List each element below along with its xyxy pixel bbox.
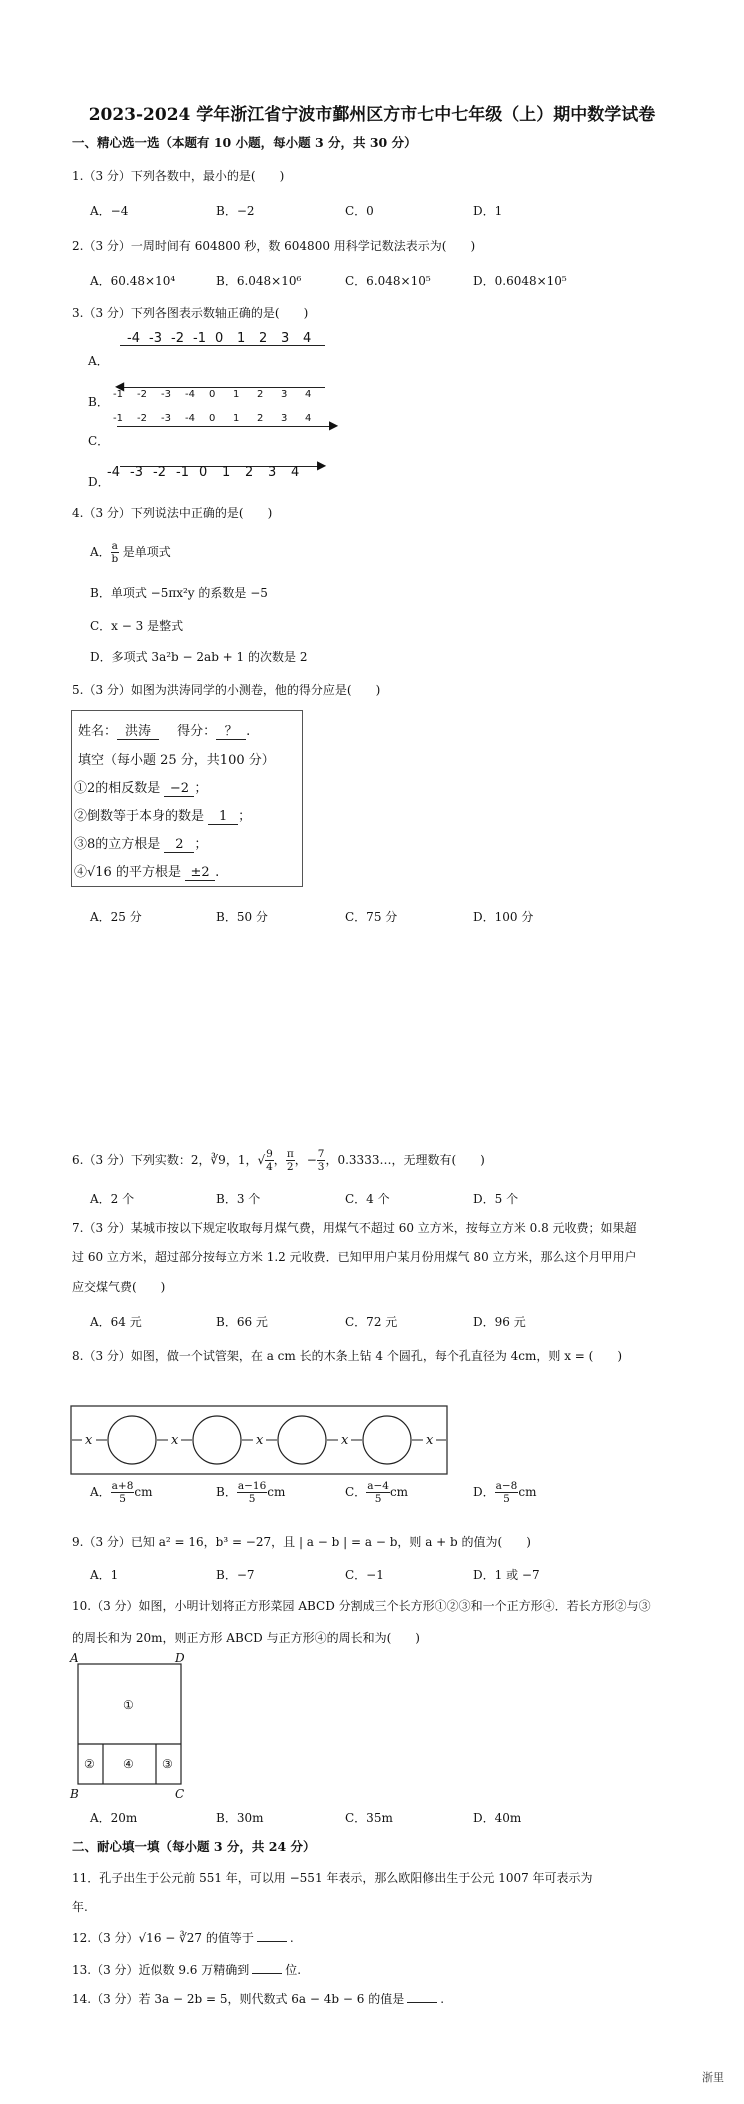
number-line-a[interactable] — [115, 331, 330, 365]
q8-option-d[interactable]: D． $\frac{a-8}{5}$ cm — [473, 1480, 537, 1506]
q7-option-c[interactable]: C．72 元 — [345, 1315, 398, 1329]
number-line-d[interactable] — [107, 456, 330, 486]
q10-line-1: 10.（3 分）如图，小明计划将正方形菜园 ABCD 分割成三个长方形①②③和一个正方形④．若长方形②与③ — [72, 1599, 651, 1613]
q2-stem: 2.（3 分）一周时间有 604800 秒，数 604800 用科学记数法表示为( ) — [72, 239, 476, 253]
tick-label: -2 — [171, 331, 184, 346]
tick-label: 4 — [291, 465, 300, 480]
q8-stem: 8.（3 分）如图，做一个试管架，在 a cm 长的木条上钻 4 个圆孔，每个孔直径为 4cm，则 x = ( ) — [72, 1349, 623, 1363]
q7-option-d[interactable]: D．96 元 — [473, 1315, 526, 1329]
footer-watermark: 浙里 — [702, 2071, 724, 2084]
gap-x-2: x — [171, 1433, 179, 1448]
quiz-card-name: 洪涛 — [117, 720, 159, 740]
q2-option-c[interactable]: C．6.048×10⁵ — [345, 274, 431, 288]
q10-option-a[interactable]: A．20m — [90, 1811, 138, 1825]
q5-option-d[interactable]: D．100 分 — [473, 910, 534, 924]
q5-option-c[interactable]: C．75 分 — [345, 910, 398, 924]
tick-label: -4 — [185, 413, 195, 424]
quiz-card-instructions: 填空（每小题 25 分，共100 分） — [78, 753, 275, 768]
page-title: 2023-2024 学年浙江省宁波市鄞州区方市七中七年级（上）期中数学试卷 — [88, 105, 656, 125]
tick-label: 1 — [222, 465, 231, 480]
q6-option-d[interactable]: D．5 个 — [473, 1192, 519, 1206]
q14-stem: 14.（3 分）若 3a − 2b = 5，则代数式 6a − 4b − 6 的值是 . — [72, 1992, 445, 2006]
tick-label: -3 — [130, 465, 143, 480]
tick-label: 3 — [281, 389, 288, 400]
q10-line-2: 的周长和为 20m，则正方形 ABCD 与正方形④的周长和为( ) — [72, 1631, 420, 1645]
hole-4 — [363, 1416, 411, 1464]
arrow-right-icon: ▶ — [317, 458, 327, 472]
q10-option-b[interactable]: B．30m — [216, 1811, 264, 1825]
q7-line-1: 7.（3 分）某城市按以下规定收取每月煤气费，用煤气不超过 60 立方米，按每立方米 0.8 元收费；如果超 — [72, 1221, 637, 1235]
region-1: ① — [123, 1698, 134, 1712]
q9-stem: 9.（3 分）已知 a² = 16，b³ = −27，且 | a − b | = a − b，则 a + b 的值为( ) — [72, 1535, 531, 1549]
tick-label: 2 — [257, 389, 264, 400]
number-line-c-axis — [117, 426, 332, 427]
quiz-card-item-4: ④√16 的平方根是 ±2 . — [74, 865, 220, 880]
q4-option-b[interactable]: B．单项式 −5πx²y 的系数是 −5 — [90, 586, 268, 600]
tick-label: 1 — [233, 413, 240, 424]
q6-option-a[interactable]: A．2 个 — [90, 1192, 135, 1206]
tick-label: 2 — [257, 413, 264, 424]
section-heading-1: 一、精心选一选（本题有 10 小题，每小题 3 分，共 30 分） — [72, 135, 417, 150]
region-3: ③ — [162, 1757, 173, 1771]
q9-option-a[interactable]: A．1 — [90, 1568, 119, 1582]
q14-answer-blank[interactable] — [407, 2002, 437, 2003]
tick-label: -2 — [137, 413, 147, 424]
q8-option-c[interactable]: C． $\frac{a-4}{5}$ cm — [345, 1480, 409, 1506]
tick-label: 0 — [209, 413, 216, 424]
q9-option-c[interactable]: C．−1 — [345, 1568, 384, 1582]
q4-stem: 4.（3 分）下列说法中正确的是( ) — [72, 506, 273, 520]
section-heading-2: 二、耐心填一填（每小题 3 分，共 24 分） — [72, 1839, 316, 1854]
tick-label: -3 — [149, 331, 162, 346]
q4-option-a-label: A． — [90, 545, 111, 560]
arrow-left-icon: ◀ — [115, 379, 125, 393]
q13-stem: 13.（3 分）近似数 9.6 万精确到 位. — [72, 1963, 302, 1977]
q11-line-1: 11．孔子出生于公元前 551 年，可以用 −551 年表示，那么欧阳修出生于公元 1007 年可表示为 — [72, 1871, 593, 1885]
q5-option-b[interactable]: B．50 分 — [216, 910, 268, 924]
arrow-right-icon: ▶ — [329, 418, 339, 432]
q12-stem: 12.（3 分）√16 − ∛27 的值等于 . — [72, 1931, 294, 1945]
q10-option-d[interactable]: D．40m — [473, 1811, 522, 1825]
gap-x-4: x — [341, 1433, 349, 1448]
region-4: ④ — [123, 1757, 134, 1771]
vertex-d: D — [175, 1652, 185, 1665]
hole-3 — [278, 1416, 326, 1464]
q4-option-d[interactable]: D．多项式 3a²b − 2ab + 1 的次数是 2 — [90, 650, 308, 664]
q1-option-a[interactable]: A．−4 — [90, 204, 129, 218]
quiz-card-item-1: ①2的相反数是 −2 ； — [74, 781, 208, 796]
q1-option-d[interactable]: D．1 — [473, 204, 503, 218]
tick-label: 3 — [281, 413, 288, 424]
q3-option-c-label[interactable]: C． — [88, 434, 110, 448]
q3-option-d-label[interactable]: D． — [88, 475, 110, 489]
tick-label: -4 — [127, 331, 140, 346]
q7-line-3: 应交煤气费( ) — [72, 1280, 166, 1294]
q12-answer-blank[interactable] — [257, 1941, 287, 1942]
quiz-card-score: ？ — [216, 720, 246, 740]
q7-option-b[interactable]: B．66 元 — [216, 1315, 268, 1329]
tick-label: -4 — [185, 389, 195, 400]
q1-stem: 1.（3 分）下列各数中，最小的是( ) — [72, 169, 285, 183]
tick-label: 0 — [199, 465, 208, 480]
tick-label: 4 — [305, 413, 312, 424]
q7-line-2: 过 60 立方米，超过部分按每立方米 1.2 元收费．已知甲用户某月份用煤气 80 立方米，那么这个月甲用户 — [72, 1250, 637, 1264]
q4-fraction-a-over-b: $\frac{a}{b}$ — [111, 540, 119, 566]
quiz-card-item-3: ③8的立方根是 2 ； — [74, 837, 208, 852]
q2-option-a[interactable]: A．60.48×10⁴ — [90, 274, 176, 288]
tick-label: -1 — [113, 413, 123, 424]
q2-option-b[interactable]: B．6.048×10⁶ — [216, 274, 302, 288]
number-line-d-axis — [120, 466, 320, 467]
tick-label: -2 — [137, 389, 147, 400]
q6-fraction-9-4: $\frac{9}{4}$ — [266, 1148, 273, 1174]
q7-option-a[interactable]: A．64 元 — [90, 1315, 142, 1329]
q11-line-2: 年. — [72, 1900, 88, 1914]
tick-label: -1 — [113, 389, 123, 400]
vertex-b: B — [70, 1787, 79, 1801]
test-tube-rack-figure — [70, 1405, 450, 1477]
tick-label: -2 — [153, 465, 166, 480]
q5-stem: 5.（3 分）如图为洪涛同学的小测卷，他的得分应是( ) — [72, 683, 381, 697]
tick-label: 3 — [268, 465, 277, 480]
q3-option-a-label[interactable]: A． — [88, 354, 109, 368]
q3-stem: 3.（3 分）下列各图表示数轴正确的是( ) — [72, 306, 309, 320]
number-line-c[interactable] — [113, 413, 340, 446]
q9-option-b[interactable]: B．−7 — [216, 1568, 255, 1582]
tick-label: 4 — [305, 389, 312, 400]
q4-option-a[interactable] — [90, 540, 171, 565]
q8-option-b[interactable]: B． $\frac{a-16}{5}$ cm — [216, 1480, 286, 1506]
tick-label: -1 — [193, 331, 206, 346]
q10-option-c[interactable]: C．35m — [345, 1811, 393, 1825]
q9-option-d[interactable]: D．1 或 −7 — [473, 1568, 540, 1582]
tick-label: 3 — [281, 331, 290, 346]
quiz-card-figure — [71, 710, 303, 887]
gap-x-3: x — [256, 1433, 264, 1448]
vertex-a: A — [70, 1652, 79, 1665]
q4-option-c[interactable]: C．x − 3 是整式 — [90, 619, 184, 633]
gap-x-1: x — [85, 1433, 93, 1448]
q13-answer-blank[interactable] — [252, 1973, 282, 1974]
square-garden-figure — [68, 1652, 198, 1802]
vertex-c: C — [175, 1787, 185, 1801]
q8-option-a[interactable]: A． $\frac{a+8}{5}$ cm — [90, 1480, 153, 1506]
tick-label: -3 — [161, 413, 171, 424]
q1-option-b[interactable]: B．−2 — [216, 204, 255, 218]
q6-fraction-7-3: $\frac{7}{3}$ — [317, 1148, 325, 1174]
tick-label: 2 — [259, 331, 268, 346]
quiz-card-item-2: ②倒数等于本身的数是 1 ； — [74, 809, 252, 824]
q6-fraction-pi-2: $\frac{\pi}{2}$ — [286, 1148, 294, 1174]
region-2: ② — [84, 1757, 95, 1771]
tick-label: -3 — [161, 389, 171, 400]
tick-label: -4 — [107, 465, 120, 480]
q3-option-b-label[interactable]: B． — [88, 395, 109, 409]
q4-option-a-text: 是单项式 — [122, 545, 171, 560]
q2-option-d[interactable]: D．0.6048×10⁵ — [473, 274, 567, 288]
q6-option-c[interactable]: C．4 个 — [345, 1192, 390, 1206]
q5-option-a[interactable]: A．25 分 — [90, 910, 142, 924]
hole-2 — [193, 1416, 241, 1464]
tick-label: 4 — [303, 331, 312, 346]
number-line-b-axis — [117, 387, 325, 388]
tick-label: -1 — [176, 465, 189, 480]
tick-label: 1 — [233, 389, 240, 400]
q1-option-c[interactable]: C．0 — [345, 204, 374, 218]
tick-label: 1 — [237, 331, 246, 346]
number-line-b[interactable] — [115, 377, 330, 407]
tick-label: 2 — [245, 465, 254, 480]
q6-stem: 6.（3 分）下列实数：2，∛9，1，√ $\frac{9}{4}$ ， $\frac{\pi}{2}$ ，− $\frac{7}{3}$ ，0.3333…，无理数有( ) — [72, 1148, 485, 1174]
hole-1 — [108, 1416, 156, 1464]
gap-x-5: x — [426, 1433, 434, 1448]
quiz-card-name-line: 姓名： 洪涛 得分： ？ . — [78, 720, 250, 740]
tick-label: 0 — [209, 389, 216, 400]
q6-option-b[interactable]: B．3 个 — [216, 1192, 261, 1206]
tick-label: 0 — [215, 331, 224, 346]
